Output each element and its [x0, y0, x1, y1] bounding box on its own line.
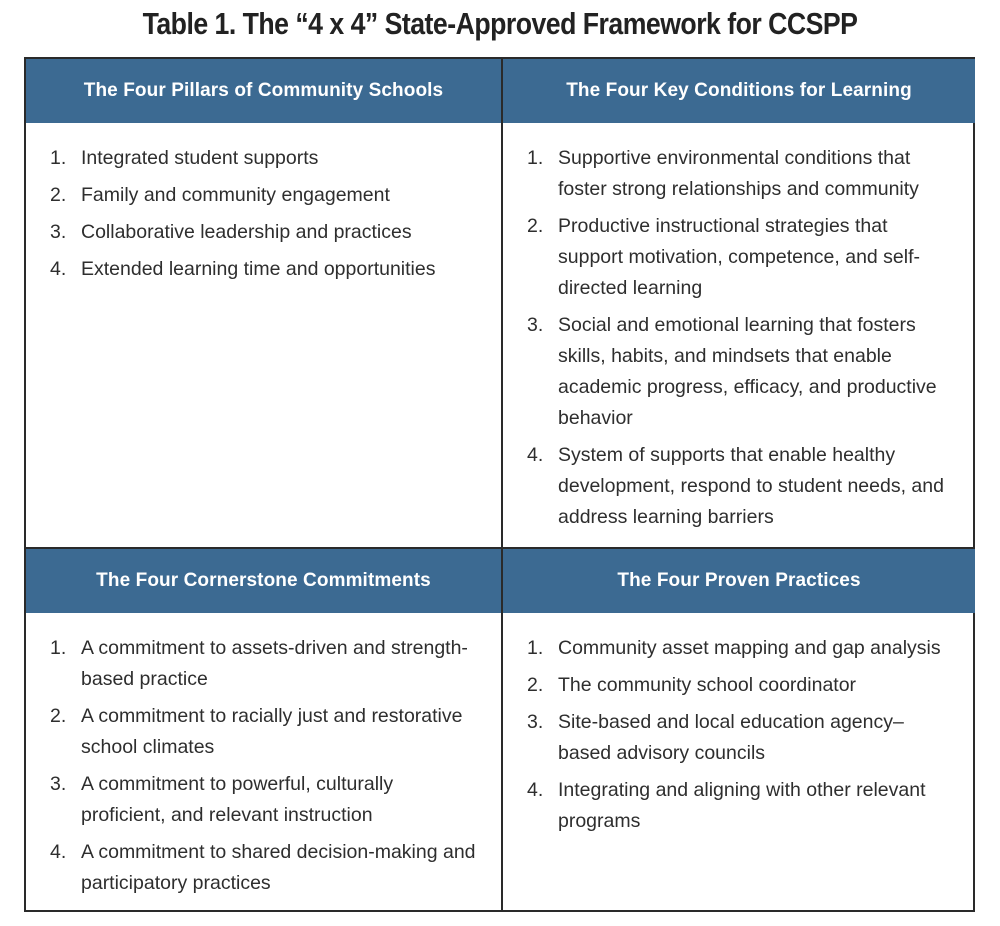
item-number: 4.: [50, 258, 67, 280]
item-text: A commitment to racially just and restorative school climates: [81, 705, 463, 758]
quadrant-list: [503, 123, 975, 533]
list-item: [50, 837, 481, 899]
list-item: [50, 143, 481, 174]
item-text: Extended learning time and opportunities: [81, 258, 436, 280]
table-title: Table 1. The “4 x 4” State-Approved Framework for CCSPP: [142, 6, 858, 41]
item-number: 4.: [527, 779, 544, 801]
item-text: Productive instructional strategies that support motivation, competence, and self-directed learning: [558, 215, 921, 299]
item-text: Integrating and aligning with other relevant programs: [558, 779, 926, 832]
quadrant-conditions: [501, 59, 975, 547]
item-number: 1.: [50, 147, 67, 169]
item-text: Collaborative leadership and practices: [81, 221, 412, 243]
item-number: 2.: [50, 184, 67, 206]
list-item: [527, 707, 955, 769]
item-text: Social and emotional learning that fosters skills, habits, and mindsets that enable academic progress, efficacy, and productive behavior: [558, 314, 937, 429]
framework-table: [24, 57, 975, 912]
quadrant-heading: The Four Cornerstone Commitments: [26, 549, 501, 613]
quadrant-list: [26, 613, 501, 899]
quadrant-pillars: [26, 59, 501, 547]
quadrant-list: [503, 613, 975, 837]
item-text: System of supports that enable healthy development, respond to student needs, and address learning barriers: [558, 444, 944, 528]
item-text: Site-based and local education agency–based advisory councils: [558, 711, 904, 764]
item-number: 3.: [527, 314, 544, 336]
list-item: [50, 254, 481, 285]
list-item: [50, 633, 481, 695]
list-item: [527, 775, 955, 837]
item-number: 2.: [50, 705, 67, 727]
item-text: The community school coordinator: [558, 674, 857, 696]
item-text: Supportive environmental conditions that foster strong relationships and community: [558, 147, 919, 200]
item-text: A commitment to powerful, culturally proficient, and relevant instruction: [81, 773, 394, 826]
list-item: [50, 701, 481, 763]
list-item: [50, 217, 481, 248]
quadrant-heading: The Four Proven Practices: [503, 549, 975, 613]
item-text: Family and community engagement: [81, 184, 390, 206]
item-text: A commitment to shared decision-making and participatory practices: [81, 841, 476, 894]
quadrant-heading: The Four Key Conditions for Learning: [503, 59, 975, 123]
list-item: [527, 211, 955, 304]
list-item: [527, 633, 955, 664]
item-number: 3.: [50, 221, 67, 243]
quadrant-heading: The Four Pillars of Community Schools: [26, 59, 501, 123]
item-number: 2.: [527, 674, 544, 696]
quadrant-practices: [501, 547, 975, 910]
item-number: 4.: [527, 444, 544, 466]
list-item: [527, 143, 955, 205]
list-item: [527, 310, 955, 434]
quadrant-list: [26, 123, 501, 285]
quadrant-commitments: [26, 547, 501, 910]
list-item: [50, 769, 481, 831]
item-number: 4.: [50, 841, 67, 863]
item-number: 1.: [527, 147, 544, 169]
item-number: 1.: [50, 637, 67, 659]
list-item: [50, 180, 481, 211]
item-text: Community asset mapping and gap analysis: [558, 637, 941, 659]
item-number: 3.: [50, 773, 67, 795]
item-text: A commitment to assets-driven and strength-based practice: [81, 637, 468, 690]
list-item: [527, 670, 955, 701]
list-item: [527, 440, 955, 533]
item-number: 1.: [527, 637, 544, 659]
item-number: 3.: [527, 711, 544, 733]
item-text: Integrated student supports: [81, 147, 319, 169]
item-number: 2.: [527, 215, 544, 237]
